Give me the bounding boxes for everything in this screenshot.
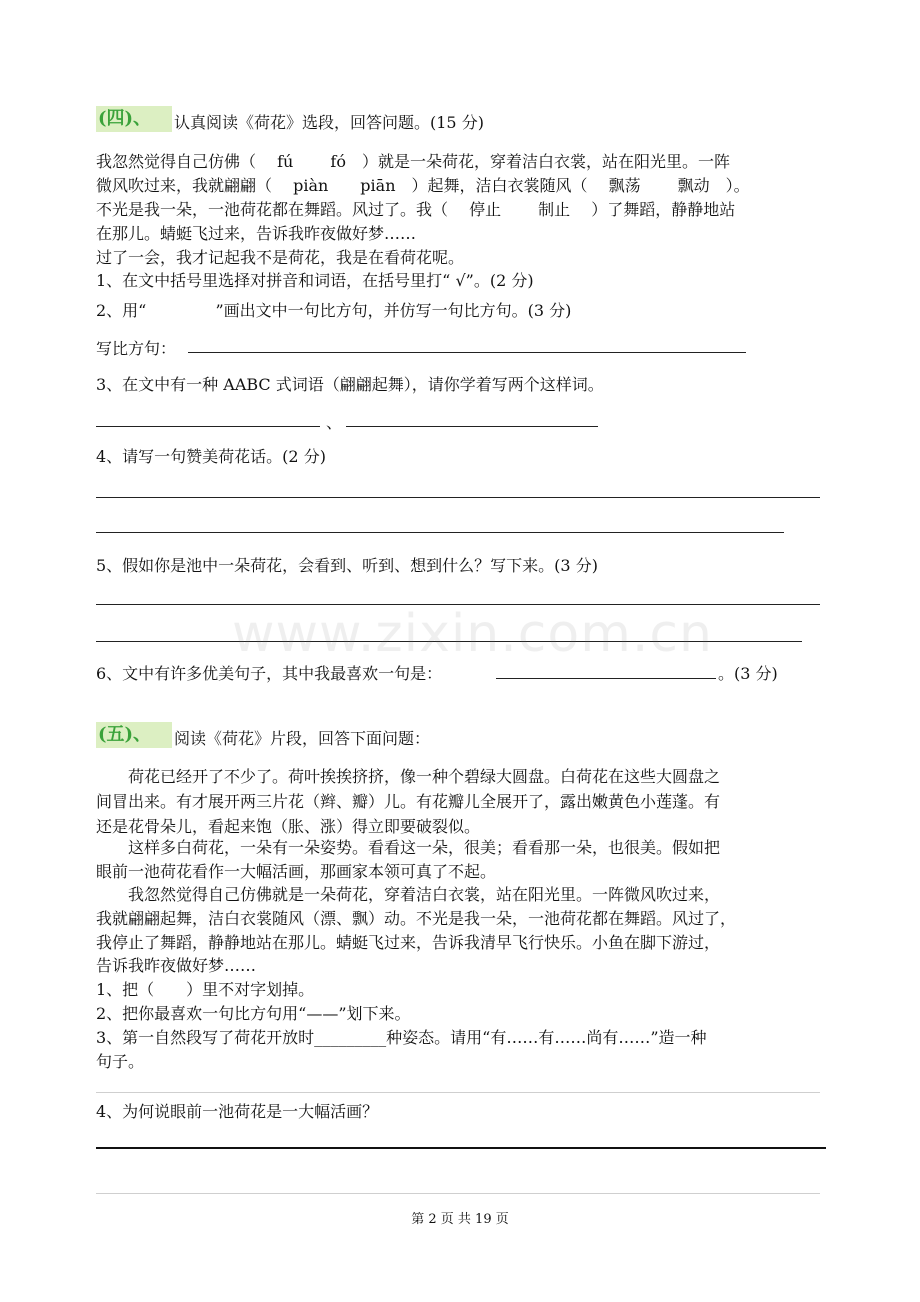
section-4-passage-line-5: 过了一会，我才记起我不是荷花，我是在看荷花呢。 [96,248,465,267]
question-4-6: 6、文中有许多优美句子，其中我最喜欢一句是： [96,664,443,683]
question-4-4: 4、请写一句赞美荷花话。(2 分) [96,447,326,466]
footer-divider [96,1193,820,1194]
section-5-passage-line-4: 这样多白荷花，一朵有一朵姿势。看看这一朵，很美；看看那一朵，也很美。假如把 [96,838,721,857]
question-5-1: 1、把（ ）里不对字划掉。 [96,980,315,999]
section-4-title: 认真阅读《荷花》选段，回答问题。(15 分) [174,113,484,132]
answer-line-4-4a[interactable] [96,497,820,498]
answer-line-4-2[interactable] [188,352,746,353]
section-4-number: (四)、 [96,106,172,132]
divider-line [96,1092,820,1093]
answer-line-5-4[interactable] [96,1147,826,1149]
section-5-passage-line-8: 我停止了舞蹈，静静地站在那儿。蜻蜓飞过来，告诉我清早飞行快乐。小鱼在脚下游过， [96,933,721,952]
section-5-title: 阅读《荷花》片段，回答下面问题： [174,729,431,748]
answer-line-4-4b[interactable] [96,532,784,533]
page-footer: 第 2 页 共 19 页 [411,1212,509,1227]
answer-line-4-3b[interactable] [346,426,598,427]
section-5-passage-line-7: 我就翩翩起舞，洁白衣裳随风（漂、飘）动。不光是我一朵，一池荷花都在舞蹈。风过了， [96,909,737,928]
question-4-1: 1、在文中括号里选择对拼音和词语，在括号里打“ √”。(2 分) [96,271,534,290]
section-5-number: (五)、 [96,722,172,748]
watermark: www.zixin.com.cn [232,604,713,664]
question-4-6-score: 。(3 分) [718,664,778,683]
question-4-5: 5、假如你是池中一朵荷花，会看到、听到、想到什么？写下来。(3 分) [96,556,598,575]
question-5-4: 4、为何说眼前一池荷花是一大幅活画？ [96,1102,379,1121]
question-5-2: 2、把你最喜欢一句比方句用“——”划下来。 [96,1004,411,1023]
section-5-passage-line-6: 我忽然觉得自己仿佛就是一朵荷花，穿着洁白衣裳，站在阳光里。一阵微风吹过来， [96,885,721,904]
answer-line-4-3a[interactable] [96,426,320,427]
question-4-3: 3、在文中有一种 AABC 式词语（翩翩起舞），请你学着写两个这样词。 [96,375,604,394]
question-4-2: 2、用“ ”画出文中一句比方句，并仿写一句比方句。(3 分) [96,301,572,320]
section-4-passage-line-3: 不光是我一朵，一池荷花都在舞蹈。风过了。我（ 停止 制止 ）了舞蹈，静静地站 [96,200,736,219]
section-4-passage-line-2: 微风吹过来，我就翩翩（ piàn piān ）起舞，洁白衣裳随风（ 飘荡 飘动 ）。 [96,176,750,195]
section-5-passage-line-2: 间冒出来。有才展开两三片花（辫、瓣）儿。有花瓣儿全展开了，露出嫩黄色小莲蓬。有 [96,792,721,811]
section-5-passage-line-9: 告诉我昨夜做好梦…… [96,956,257,975]
question-5-3-cont: 句子。 [96,1052,145,1071]
section-5-passage-line-3: 还是花骨朵儿，看起来饱（胀、涨）得立即要破裂似。 [96,817,481,836]
section-5-passage-line-5: 眼前一池荷花看作一大幅活画，那画家本领可真了不起。 [96,862,497,881]
question-4-3-separator: 、 [326,413,343,432]
section-4-passage-line-4: 在那儿。蜻蜓飞过来，告诉我昨夜做好梦…… [96,224,417,243]
question-4-2-answer-label: 写比方句： [96,339,177,358]
section-4-passage-line-1: 我忽然觉得自己仿佛（ fú fó ）就是一朵荷花，穿着洁白衣裳，站在阳光里。一阵 [96,152,730,171]
question-5-3: 3、第一自然段写了荷花开放时_________种姿态。请用“有……有……尚有……”造一种 [96,1028,707,1047]
answer-line-4-6[interactable] [496,678,716,679]
section-5-passage-line-1: 荷花已经开了不少了。荷叶挨挨挤挤，像一种个碧绿大圆盘。白荷花在这些大圆盘之 [96,767,721,786]
